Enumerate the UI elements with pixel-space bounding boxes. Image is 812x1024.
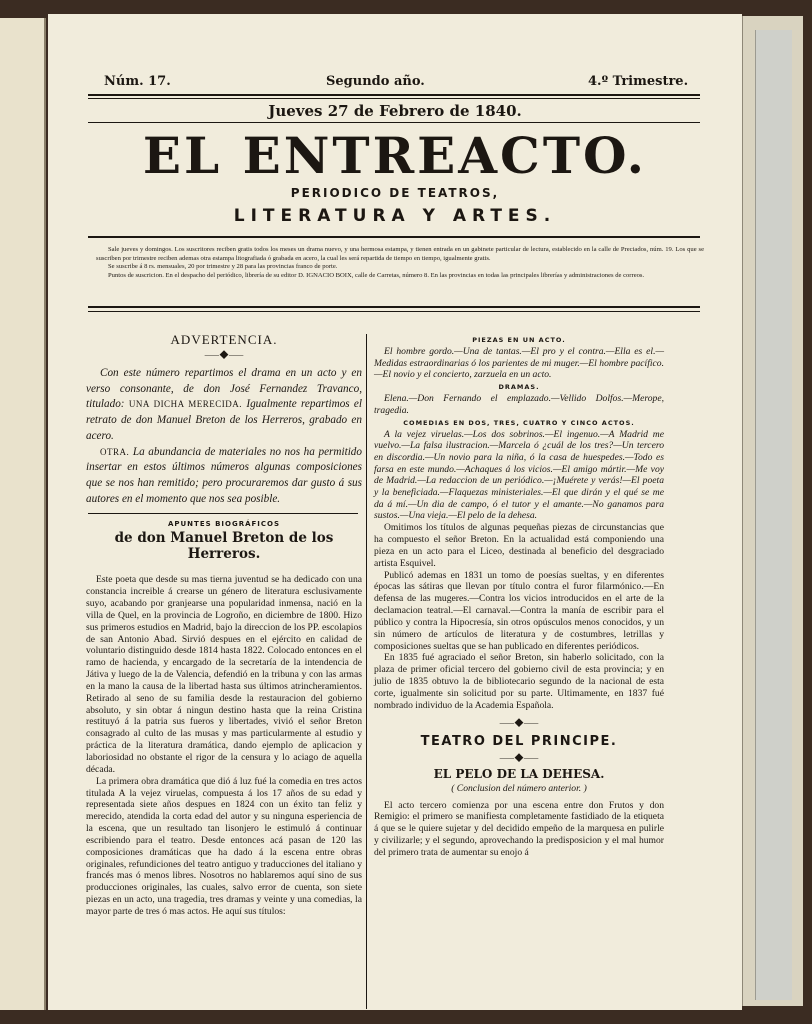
- issue-quarter: 4.º Trimestre.: [588, 74, 689, 89]
- ornament-divider-3: ⸺◆⸺: [499, 752, 539, 763]
- notice-rule-thin: [88, 311, 700, 312]
- conclusion-note: ( Conclusion del número anterior. ): [451, 782, 587, 794]
- newspaper-subtitle: PERIODICO DE TEATROS,: [290, 186, 500, 200]
- masthead-row: [104, 74, 700, 94]
- subscription-notice: [96, 246, 704, 280]
- right-page-stack: [742, 16, 803, 1006]
- section-rule: [88, 513, 358, 514]
- biography-paragraph-2: La primera obra dramática que dió á luz fué la comedia en tres actos titulada A la vejez viruelas, compuesta á los 17 años de su edad y representada siete años despues en 1824 con un éxito tan feliz y merecido, atendida la corta edad del autor y su ninguna esperiencia de la escena, que un resultado tan lisonjero le estimuló á continuar escribiendo para el teatro. Desde entonces acá pasan de 120 las composiciones dramáticas que ha dado á la escena entre obras originales, refundiciones del teatro antiguo y traducciones del italiano y francés mas ó menos libres. Nosotros no hablaremos aquí sino de sus producciones originales, las cuales, salvo error de cuenta, son siete piezas en un acto, una tragedia, tres dramas y veinte y una comedias, la mayor parte de tres ó mas actos. He aquí sus títulos:: [86, 775, 362, 917]
- comedias-heading: COMEDIAS EN DOS, TRES, CUATRO Y CINCO ACTOS.: [403, 418, 635, 427]
- academy-paragraph: En 1835 fué agraciado el señor Breton, sin haberlo solicitado, con la plaza de primer oficial tercero del gobierno civil de esta provincia; y en julio de 1835 obtuvo la de bibliotecario segundo de la nacional de esta corte, igualmente sin solicitud por su parte. Ultimamente, en 1837 fué nombrado individuo de la Academia Española.: [374, 652, 664, 711]
- masthead-rule: [88, 94, 700, 96]
- left-column: [86, 332, 362, 918]
- piezas-heading: PIEZAS EN UN ACTO.: [472, 336, 566, 344]
- newspaper-page: [48, 14, 742, 1010]
- comedias-list: A la vejez viruelas.—Los dos sobrinos.—El ingenuo.—A Madrid me vuelvo.—La falsa ilustracion.—Marcela ó ¿cuál de los tres?—Un tercero en discordia.—Un novio para la niña, ó la casa de huespedes.—Todo es farsa en este mundo.—Achaques á los vicios.—El amigo mártir.—Me voy de Madrid.—La redaccion de un periódico.—¡Muérete y verás!—El poeta y la beneficiada.—Flaquezas ministeriales.—El que dirán y el qué se me da á mí.—Un dia de campo, ó el tutor y el amante.—No ganamos para sustos.—Una vieja.—El pelo de la dehesa.: [374, 428, 664, 522]
- advertencia-title: ADVERTENCIA.: [170, 332, 278, 347]
- right-column: [374, 334, 664, 859]
- ornament-divider-2: ⸺◆⸺: [499, 717, 539, 728]
- piezas-list: El hombre gordo.—Una de tantas.—El pro y el contra.—Ella es el.—Medidas estraordinarias ó los parientes de mi muger.—El hombre pacífico.—El novio y el concierto, zarzuela en un acto.: [374, 346, 664, 381]
- column-divider: [366, 334, 367, 1009]
- ornament-divider: ⸺◆⸺: [204, 350, 244, 360]
- notice-paragraph: Sale jueves y domingos. Los suscritores reciben gratis todos los meses un drama nuevo, y una hermosa estampa, y tienen entrada en un gabinete particular de lectura, establecido en la calle de Preciados, núm. 19. Los que se suscriben por trimestre reciben ademas otra estampa litografiada ó grabada en acero, la cual les será repartida de tiempo en tiempo, igualmente gratis.: [96, 246, 704, 262]
- left-page-edge: [0, 18, 46, 1010]
- play-title: EL PELO DE LA DEHESA.: [433, 766, 605, 781]
- date-line: Jueves 27 de Febrero de 1840.: [268, 102, 522, 120]
- biography-paragraph: Este poeta que desde su mas tierna juventud se ha dedicado con una constancia increible á crearse un género de literatura esclusivamente suyo, acabando por granjearse una popularidad inmensa, nació en la villa de Quel, en la provincia de Logroño, en diciembre de 1800. Hizo sus primeros estudios en Madrid, bajo la direccion de los PP. escolapios de san Antonio Abad. Sirvió despues en el ejército en calidad de voluntario distinguido desde 1814 hasta 1822. Colocado entonces en el ramo de hacienda, y encargado de la secretaría de la intendencia de Játiva y luego de la de Valencia, defendió en la tribuna y con las armas en la mano la causa de la libertad hasta sus últimos atrincheramientos. Retirado al seno de su familia desde la restauracion del gobierno absoluto, y sin obtar á ningun destino hasta que la reina Cristina restituyó á la patria sus fueros y libertades, vivió el señor Breton consagrado al culto de las musas y mas particularmente al estudio y práctica de la literatura dramática, dando ejemplo de aplicacion y laboriosidad no obstante el rigor de la censura y lo aciago de aquella década.: [86, 574, 362, 775]
- notice-rule: [88, 306, 700, 308]
- issue-number: Núm. 17.: [104, 74, 171, 89]
- masthead-rule-thin: [88, 98, 700, 99]
- publico-paragraph: Publicó ademas en 1831 un tomo de poesías sueltas, y en diferentes épocas las sátiras que llevan por título contra el furor filarmónico.—En defensa de las mugeres.—Contra los vicios introducidos en el arte de la declamacion teatral.—El carnaval.—Contra la manía de escribir para el público y contra la Hipocresía, sin otros opúsculos menos conocidos, y un sin número de artículos de literatura y de costumbres, letrillas y composiciones sueltas que se han publicado en diferentes periódicos.: [374, 569, 664, 652]
- review-paragraph: El acto tercero comienza por una escena entre don Frutos y don Remigio: el primero se manifiesta completamente fastidiado de la etiqueta á que se le quiere sujetar y del decidido empeño de la marquesa en pulirle y civilizarle; y el segundo, aprovechando la predisposicion y el mal humor del primero trata de aumentar su enojo á: [374, 799, 664, 859]
- advertencia-paragraph: Con este número repartimos el drama en un acto y en verso consonante, de don José Fernandez Travanco, titulado: UNA DICHA MERECIDA. Igualmente repartimos el retrato de don Manuel Breton de los Herreros, grabado en acero.: [86, 367, 362, 442]
- advertencia-paragraph-2: OTRA. La abundancia de materiales no nos ha permitido insertar en estos últimos números algunas composiciones que se nos han remitido; pero procuraremos dar gusto á sus autores en el momento que nos sea posible.: [86, 445, 362, 505]
- biography-title: de don Manuel Breton de los Herreros.: [114, 530, 334, 563]
- omitimos-paragraph: Omitimos los títulos de algunas pequeñas piezas de circunstancias que ha compuesto el señor Breton. En la actualidad está componiendo una pieza en un acto para el Liceo, destinada al beneficio del desgraciado artista Esquivel.: [374, 522, 664, 569]
- dramas-list: Elena.—Don Fernando el emplazado.—Vellido Dolfos.—Merope, tragedia.: [374, 393, 664, 416]
- title-rule: [88, 236, 700, 238]
- newspaper-subtitle-2: LITERATURA Y ARTES.: [233, 206, 557, 226]
- theater-heading: TEATRO DEL PRINCIPE.: [420, 733, 618, 749]
- apuntes-heading: APUNTES BIOGRÁFICOS: [167, 520, 281, 529]
- issue-year: Segundo año.: [326, 74, 425, 89]
- notice-paragraph: Se suscribe á 8 rs. mensuales, 20 por trimestre y 28 para las provincias franco de porte.: [108, 263, 338, 271]
- newspaper-title: EL ENTREACTO.: [142, 126, 648, 185]
- date-rule: [88, 122, 700, 123]
- notice-paragraph: Puntos de suscricion. En el despacho del periódico, librería de su editor D. IGNACIO BOIX, calle de Carretas, número 8. En las provincias en todas las principales librerías y administraciones de correos.: [108, 271, 645, 279]
- dramas-heading: DRAMAS.: [498, 383, 540, 392]
